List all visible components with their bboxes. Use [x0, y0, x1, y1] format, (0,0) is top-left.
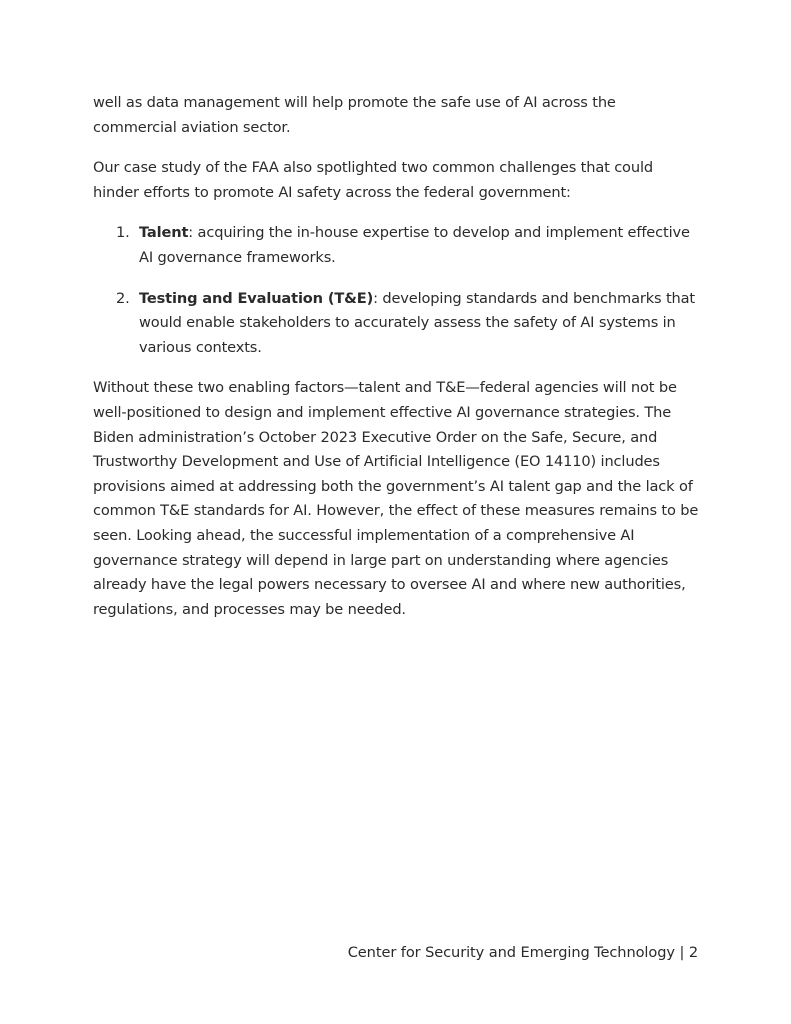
list-description: : developing standards and benchmarks that would enable stakeholders to accurately assess the safety of AI systems in various contexts. [139, 289, 695, 356]
paragraph-case-study: Our case study of the FAA also spotlighted two common challenges that could hinder efforts to promote AI safety across the federal government: [93, 159, 653, 201]
list-number: 1. [116, 224, 130, 242]
challenges-list [93, 221, 699, 360]
list-number: 2. [116, 289, 130, 307]
paragraph-conclusion: Without these two enabling factors—talent and T&E—federal agencies will not be well-positioned to design and implement effective AI governance strategies. The Biden administration’s October 2023 Executive Order on the Safe, Secure, and Trustworthy Development and Use of Artificial Intelligence (EO 14110) includes provisions aimed at addressing both the government’s AI talent gap and the lack of common T&E standards for AI. However, the effect of these measures remains to be seen. Looking ahead, the successful implementation of a comprehensive AI governance strategy will depend in large part on understanding where agencies already have the legal powers necessary to oversee AI and where new authorities, regulations, and processes may be needed. [93, 379, 699, 618]
list-term: Talent [139, 224, 189, 242]
list-item [93, 287, 699, 361]
list-item [93, 221, 699, 270]
page-footer: Center for Security and Emerging Technology | 2 [347, 944, 698, 961]
paragraph-intro: well as data management will help promote the safe use of AI across the commercial aviation sector. [93, 94, 616, 136]
list-description: : acquiring the in-house expertise to develop and implement effective AI governance frameworks. [139, 224, 690, 266]
list-term: Testing and Evaluation (T&E) [139, 289, 374, 307]
document-body [93, 91, 699, 638]
